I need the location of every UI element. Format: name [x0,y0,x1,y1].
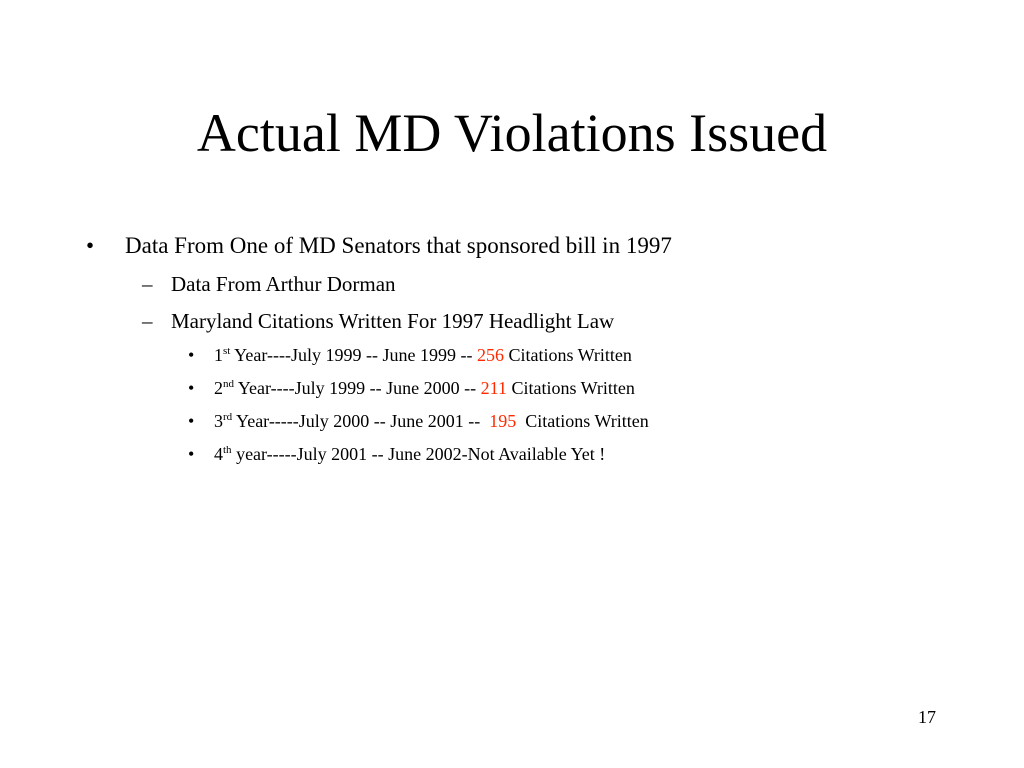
year-number: 4 [214,444,223,464]
slide-title: Actual MD Violations Issued [196,103,828,163]
small-bullet-marker: • [188,345,195,365]
bullet-level2-citations: Maryland Citations Written For 1997 Headlight Law [171,309,615,333]
year-number: 2 [214,378,223,398]
year-period-text: year-----July 2001 -- June 2002-Not Available Yet ! [231,444,606,464]
citation-label: Citations Written [503,345,632,365]
ordinal-suffix: nd [223,378,234,390]
citation-year-3 [214,410,649,432]
ordinal-suffix: st [223,345,231,357]
small-bullet-marker: • [188,378,195,398]
citation-label: Citations Written [516,411,649,431]
ordinal-suffix: rd [223,411,233,423]
year-number: 3 [214,411,223,431]
year-period-text: Year-----July 2000 -- June 2001 -- [232,411,490,431]
bullet-level2-source: Data From Arthur Dorman [171,272,396,296]
citation-year-4 [214,443,605,465]
page-number: 17 [918,707,936,727]
citation-year-2 [214,377,635,399]
dash-marker: – [142,272,153,296]
citation-count: 211 [480,378,507,398]
citation-label: Citations Written [506,378,635,398]
dash-marker: – [142,309,153,333]
year-number: 1 [214,345,223,365]
small-bullet-marker: • [188,411,195,431]
bullet-level1-text: Data From One of MD Senators that sponsored bill in 1997 [125,233,672,258]
ordinal-suffix: th [223,444,232,456]
citation-year-1 [214,344,632,366]
citation-count: 256 [476,345,504,365]
year-period-text: Year----July 1999 -- June 1999 -- [230,345,477,365]
small-bullet-marker: • [188,444,195,464]
bullet-marker: • [86,233,95,258]
citation-count: 195 [489,411,517,431]
year-period-text: Year----July 1999 -- June 2000 -- [234,378,481,398]
